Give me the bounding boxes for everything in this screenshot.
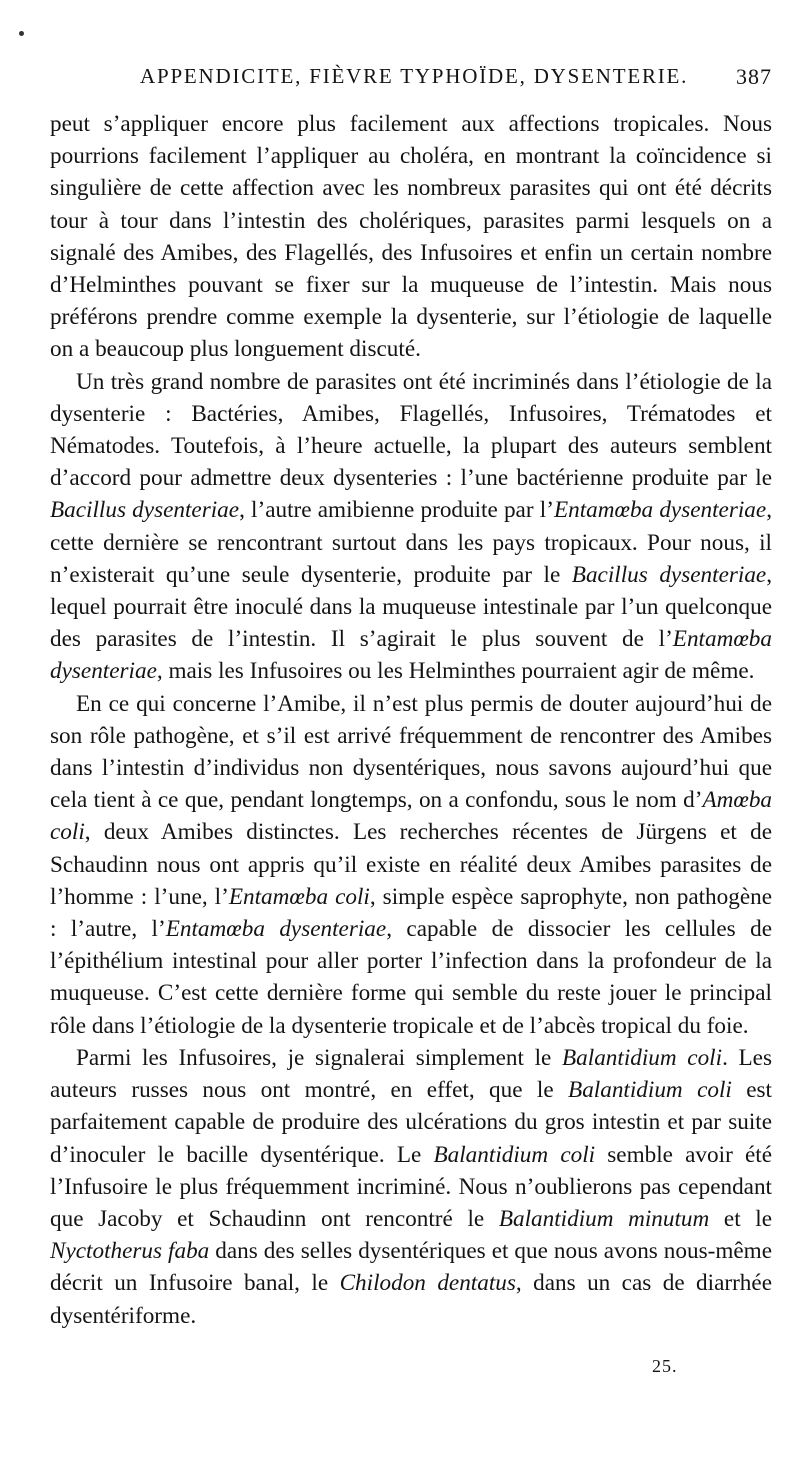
italic-term: Entamœba coli <box>228 883 370 910</box>
body-text <box>50 108 772 1332</box>
paragraph <box>50 1042 772 1332</box>
text-run: est parfaitement capable de produire des ulcérations du gros intestin et par suite d’inoculer le bacille dysentérique. Le <box>50 1077 772 1168</box>
text-run: Un très grand nombre de parasites ont été incriminés dans l’étiologie de la dysenterie : Bactéries, Amibes, Flagellés, Infusoires, Trématodes et Nématodes. Toutefois, à l’heure actuelle, la plupart des auteurs semblent d’accord pour admettre deux dysenteries : l’une bactérienne produite par le <box>50 368 772 492</box>
italic-term: Entamœba dysenteriae <box>50 626 772 685</box>
paragraph <box>50 688 772 1042</box>
italic-term: Balantidium minutum <box>498 1205 710 1232</box>
italic-term: Entamœba dysenteriae <box>553 497 767 524</box>
text-run: dans des selles dysentériques et que nous avons nous-même décrit un Infusoire banal, le <box>50 1238 772 1297</box>
text-run: , lequel pourrait être inoculé dans la muqueuse intestinale par l’un quelconque des parasites de l’intestin. Il s’agirait le plus souvent de l’ <box>50 561 773 653</box>
text-run: , capable de dissocier les cellules de l’épithélium intestinal pour aller porter l’infection dans la profondeur de la muqueuse. C’est cette dernière forme qui semble du reste jouer le principal rôle dans l’étiologie de la dysenterie tropicale et de l’abcès tropical du foie. <box>50 916 772 1039</box>
italic-term: Nyctotherus faba <box>50 1238 210 1265</box>
italic-term: Entamœba dysenteriae <box>165 916 387 943</box>
italic-term: Chilodon dentatus <box>339 1270 516 1297</box>
italic-term: Bacillus dysenteriae <box>571 561 767 588</box>
italic-term: Balantidium coli <box>433 1141 596 1168</box>
running-head: APPENDICITE, FIÈVRE TYPHOÏDE, DYSENTERIE. <box>140 64 689 88</box>
text-run: . Les auteurs russes nous ont montré, en effet, que le <box>50 1044 773 1104</box>
italic-term: Balantidium coli <box>568 1077 732 1104</box>
paragraph <box>50 366 772 688</box>
italic-term: Amœba coli <box>50 787 772 846</box>
page-number: 387 <box>736 64 772 89</box>
text-run: , cette dernière se rencontrant surtout dans les pays tropicaux. Pour nous, il n’existerait qu’une seule dysenterie, produite par le <box>50 497 772 588</box>
text-run: , l’autre amibienne produite par l’ <box>239 497 554 524</box>
page-header <box>140 64 772 94</box>
signature-mark: 25. <box>652 1356 678 1376</box>
text-run: Parmi les Infusoires, je signalerai simplement le <box>76 1044 562 1071</box>
text-run: , dans un cas de diarrhée dysentériforme. <box>50 1270 772 1329</box>
paragraph <box>50 108 772 366</box>
text-run: , deux Amibes distinctes. Les recherches récentes de Jürgens et de Schaudinn nous ont appris qu’il existe en réalité deux Amibes parasites de l’homme : l’une, l’ <box>50 819 772 910</box>
scan-speck <box>19 31 24 36</box>
text-run: , mais les Infusoires ou les Helminthes pourraient agir de même. <box>156 658 755 685</box>
text-run: et le <box>709 1205 772 1232</box>
text-run: En ce qui concerne l’Amibe, il n’est plus permis de douter aujourd’hui de son rôle pathogène, et s’il est arrivé fréquemment de rencontrer des Amibes dans l’intestin d’individus non dysentériques, nous savons aujourd’hui que cela tient à ce que, pendant longtemps, on a confondu, sous le nom d’ <box>50 690 772 814</box>
text-run: semble avoir été l’Infusoire le plus fréquemment incriminé. Nous n’oublierons pas cependant que Jacoby et Schaudinn ont rencontré le <box>50 1141 772 1232</box>
italic-term: Balantidium coli <box>562 1044 723 1071</box>
text-run: , simple espèce saprophyte, non pathogène : l’autre, l’ <box>50 883 773 943</box>
italic-term: Bacillus dysenteriae <box>50 497 240 524</box>
text-run: peut s’appliquer encore plus facilement aux affections tropicales. Nous pourrions facilement l’appliquer au choléra, en montrant la coïncidence si singulière de cette affection avec les nombreux parasites qui ont été décrits tour à tour dans l’intestin des cholériques, parasites parmi lesquels on a signalé des Amibes, des Flagellés, des Infusoires et enfin un certain nombre d’Helminthes pouvant se fixer sur la muqueuse de l’intestin. Mais nous préférons prendre comme exemple la dysenterie, sur l’étiologie de laquelle on a beaucoup plus longuement discuté. <box>50 111 772 363</box>
